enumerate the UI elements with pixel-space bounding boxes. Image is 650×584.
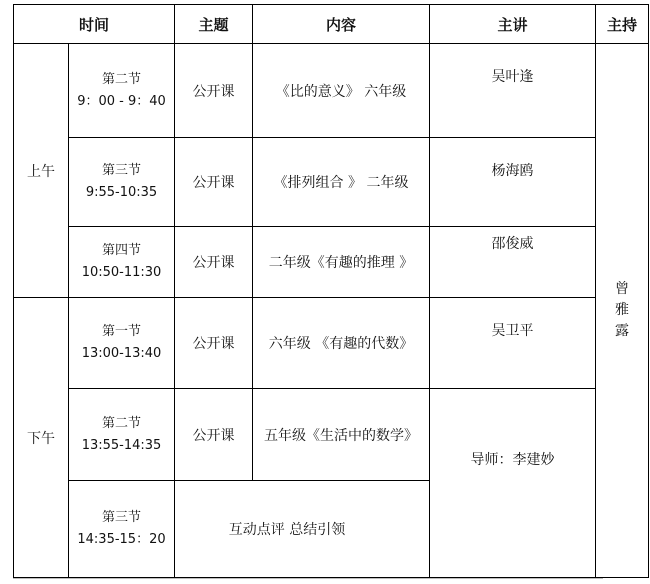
table-row: [14, 389, 649, 481]
session-label: 第一节: [102, 324, 142, 339]
session-time: 9：00 - 9：40: [77, 93, 166, 109]
host-char: 露: [615, 323, 630, 339]
content-cell: 二年级《有趣的推理 》: [253, 227, 430, 298]
session-label: 第三节: [102, 163, 142, 178]
host-name: [615, 279, 629, 342]
session-cell: [69, 481, 175, 578]
speaker-cell: 吴叶逢: [430, 44, 596, 138]
session-time: 13:00-13:40: [81, 346, 162, 361]
host-cell: [596, 44, 649, 578]
header-row: [14, 5, 649, 44]
schedule-table: [13, 4, 649, 578]
session-cell: [69, 389, 175, 481]
period-morning: 上午: [14, 44, 69, 298]
topic-cell: 公开课: [175, 44, 253, 138]
period-afternoon: 下午: [14, 298, 69, 578]
mentor-cell: [430, 389, 596, 578]
topic-cell: 公开课: [175, 227, 253, 298]
speaker-cell: 邵俊威: [430, 227, 596, 298]
content-cell: 六年级 《有趣的代数》: [253, 298, 430, 389]
table-row: [14, 138, 649, 227]
session-cell: [69, 227, 175, 298]
topic-cell: 公开课: [175, 138, 253, 227]
speaker-cell: 杨海鸥: [430, 138, 596, 227]
speaker-cell: 吴卫平: [430, 298, 596, 389]
session-label: 第三节: [102, 510, 142, 525]
session-time: 14:35-15：20: [77, 532, 166, 547]
content-cell: 《比的意义》 六年级: [253, 44, 430, 138]
header-content: 内容: [253, 5, 430, 44]
session-time: 9:55-10:35: [85, 185, 158, 200]
session-cell: [69, 44, 175, 138]
table-row: [14, 227, 649, 298]
session-label: 第二节: [102, 415, 142, 431]
content-cell: 《排列组合 》 二年级: [253, 138, 430, 227]
session-cell: [69, 298, 175, 389]
table-row: [14, 298, 649, 389]
review-cell: 互动点评 总结引领: [175, 481, 430, 578]
header-topic: 主题: [175, 5, 253, 44]
topic-cell: 公开课: [175, 298, 253, 389]
topic-cell: 公开课: [175, 389, 253, 481]
header-host: 主持: [596, 5, 649, 44]
content-cell: 五年级《生活中的数学》: [253, 389, 430, 481]
mentor-label: 导师：李建妙: [470, 452, 555, 468]
session-time: 10:50-11:30: [81, 265, 162, 280]
host-char: 雅: [615, 302, 630, 318]
host-char: 曾: [615, 281, 630, 297]
session-cell: [69, 138, 175, 227]
session-label: 第四节: [102, 243, 142, 258]
header-time: 时间: [14, 5, 175, 44]
bottom-divider: [13, 578, 603, 579]
session-time: 13:55-14:35: [81, 437, 162, 453]
table-row: [14, 44, 649, 138]
session-label: 第二节: [102, 71, 142, 87]
header-speaker: 主讲: [430, 5, 596, 44]
